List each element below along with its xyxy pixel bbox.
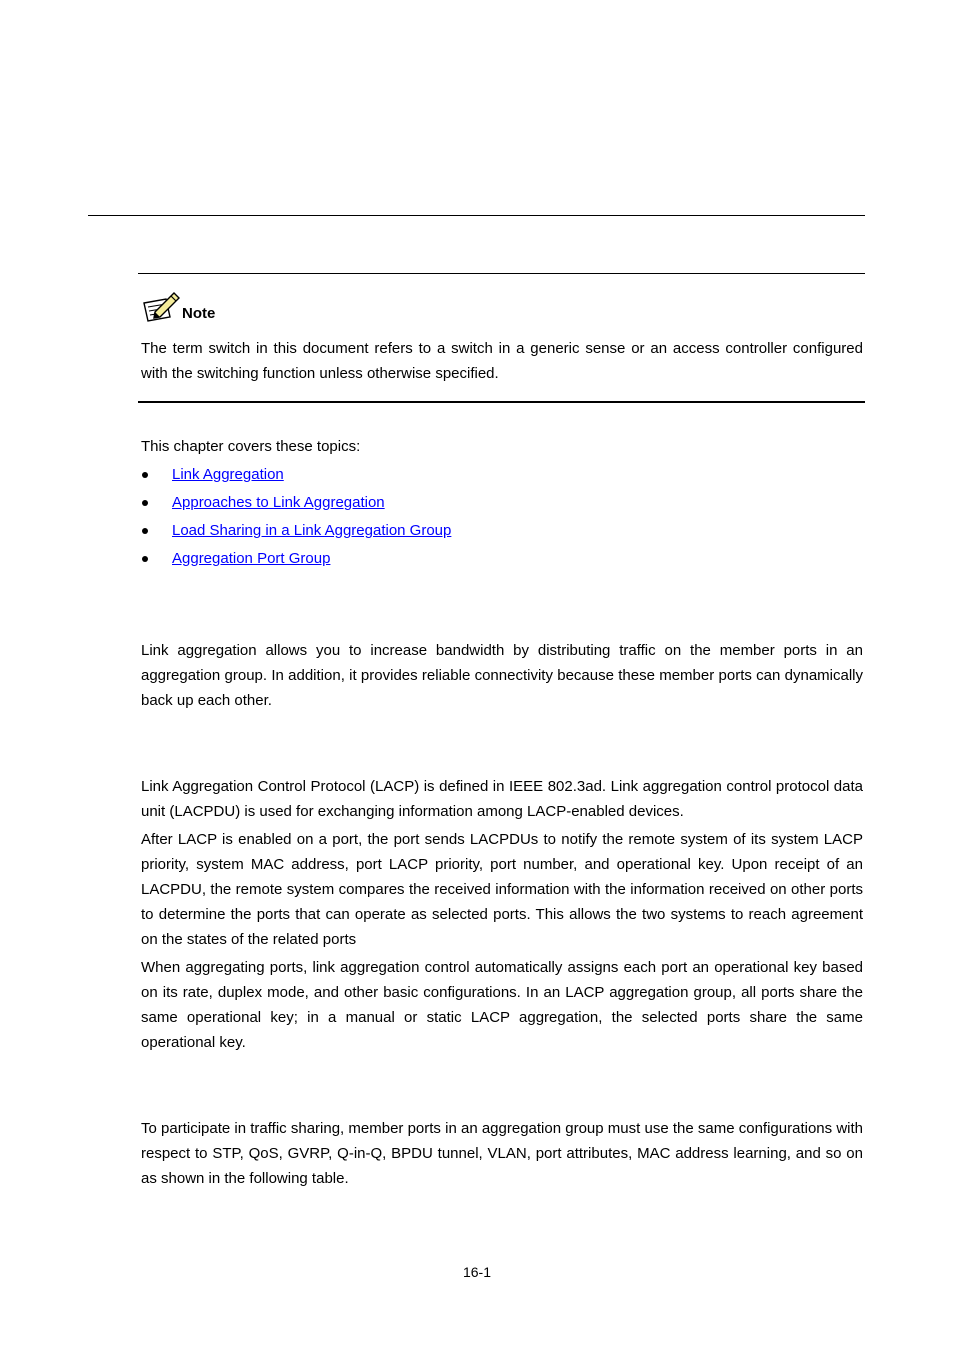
link-load-sharing[interactable]: Load Sharing in a Link Aggregation Group (172, 522, 452, 539)
bullet-icon (142, 500, 148, 506)
paragraph-load-sharing: To participate in traffic sharing, member ports in an aggregation group must use the same configurations with respect to STP, QoS, GVRP, Q-in-Q, BPDU tunnel, VLAN, port attributes, MAC address learning, and so on as shown in the following table. (141, 1120, 863, 1187)
note-pencil-icon (141, 290, 181, 324)
paragraph-operational-key: When aggregating ports, link aggregation control automatically assigns each port an operational key based on its rate, duplex mode, and other basic configurations. In an LACP aggregation group, all ports share the same operational key; in a manual or static LACP aggregation, the selected ports share the same operational key. (141, 959, 863, 1051)
paragraph-link-aggregation: Link aggregation allows you to increase bandwidth by distributing traffic on the member ports in an aggregation group. In addition, it provides reliable connectivity because these member ports can dynamically back up each other. (141, 642, 863, 709)
note-text: The term switch in this document refers to a switch in a generic sense or an access controller configured with the switching function unless otherwise specified. (141, 340, 863, 382)
note-bottom-rule (138, 401, 865, 403)
page-number: 16-1 (462, 1264, 492, 1280)
note-top-rule (138, 273, 865, 274)
chapter-title-rule (88, 215, 865, 216)
paragraph-lacp-definition: Link Aggregation Control Protocol (LACP) is defined in IEEE 802.3ad. Link aggregation control protocol data unit (LACPDU) is used for exchanging information among LACP-enabled devices. (141, 778, 863, 820)
bullet-icon (142, 528, 148, 534)
bullet-icon (142, 556, 148, 562)
paragraph-lacp-operation: After LACP is enabled on a port, the port sends LACPDUs to notify the remote system of its system LACP priority, system MAC address, port LACP priority, port number, and operational key. Upon receipt of an LACPDU, the remote system compares the received information with the information received on other ports to determine the ports that can operate as selected ports. This allows the two systems to reach agreement on the states of the related ports (141, 831, 863, 948)
chapter-intro: This chapter covers these topics: (141, 438, 361, 455)
note-label: Note (182, 305, 216, 322)
bullet-icon (142, 472, 148, 478)
link-link-aggregation[interactable]: Link Aggregation (172, 466, 284, 483)
link-approaches-to-link-aggregation[interactable]: Approaches to Link Aggregation (172, 494, 385, 511)
link-aggregation-port-group[interactable]: Aggregation Port Group (172, 550, 331, 567)
